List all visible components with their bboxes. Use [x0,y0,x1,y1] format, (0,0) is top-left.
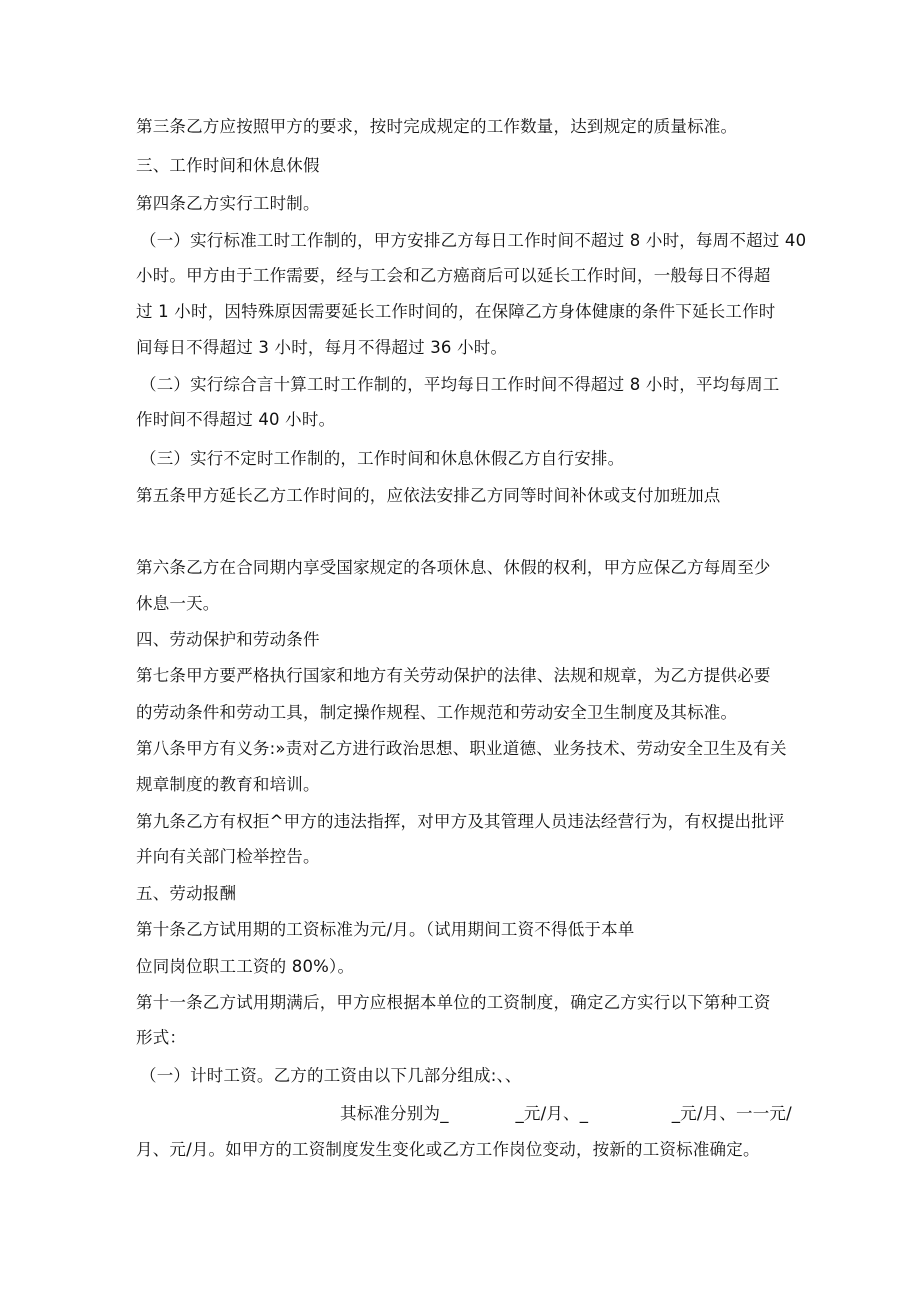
section-4-heading: 四、劳动保护和劳动条件 [136,630,320,649]
wage-standard-line: 其标准分别为_ _元/月、_ _元/月、一一元/ [340,1104,792,1123]
section-5-heading: 五、劳动报酬 [136,884,237,903]
article-4-item-1-line-2: 小时。甲方由于工作需要，经与工会和乙方癌商后可以延长工作时间，一般每日不得超 [136,266,771,285]
article-11-line-2: 形式： [136,1028,187,1047]
article-4-item-1-line-1: （一）实行标准工时工作制的，甲方安排乙方每日工作时间不超过 8 小时，每周不超过 40 [140,231,807,250]
article-4-item-3: （三）实行不定时工作制的，工作时间和休息休假乙方自行安排。 [140,449,625,468]
article-9-line-1: 第九条乙方有权拒^甲方的违法指挥，对甲方及其管理人员违法经营行为，有权提出批评 [136,812,785,831]
article-4-item-2-line-2: 作时间不得超过 40 小时。 [136,410,336,429]
article-4: 第四条乙方实行工时制。 [136,194,320,213]
article-4-item-1-line-3: 过 1 小时，因特殊原因需要延长工作时间的，在保障乙方身体健康的条件下延长工作时 [136,302,776,321]
section-3-heading: 三、工作时间和休息休假 [136,156,320,175]
article-8-line-1: 第八条甲方有义务:»责对乙方进行政治思想、职业道德、业务技术、劳动安全卫生及有关 [136,739,787,758]
article-10-line-2: 位同岗位职工工资的 80%）。 [136,957,355,976]
article-9-line-2: 并向有关部门检举控告。 [136,847,320,866]
article-4-item-2-line-1: （二）实行综合言十算工时工作制的，平均每日工作时间不得超过 8 小时，平均每周工 [140,375,780,394]
article-5: 第五条甲方延长乙方工作时间的，应依法安排乙方同等时间补休或支付加班加点 [136,486,721,505]
article-10-line-1: 第十条乙方试用期的工资标准为元/月。（试用期间工资不得低于本单 [136,920,635,939]
wage-standard-line-2: 月、元/月。如甲方的工资制度发生变化或乙方工作岗位变动，按新的工资标准确定。 [136,1140,760,1159]
article-6-line-2: 休息一天。 [136,594,220,613]
article-4-item-1-line-4: 间每日不得超过 3 小时，每月不得超过 36 小时。 [136,338,508,357]
article-7-line-2: 的劳动条件和劳动工具，制定操作规程、工作规范和劳动安全卫生制度及其标准。 [136,703,738,722]
article-7-line-1: 第七条甲方要严格执行国家和地方有关劳动保护的法律、法规和规章，为乙方提供必要 [136,666,771,685]
article-6-line-1: 第六条乙方在合同期内享受国家规定的各项休息、休假的权利，甲方应保乙方每周至少 [136,558,771,577]
article-11-item-1: （一）计时工资。乙方的工资由以下几部分组成:、、 [140,1066,522,1085]
article-8-line-2: 规章制度的教育和培训。 [136,775,320,794]
article-3: 第三条乙方应按照甲方的要求，按时完成规定的工作数量，达到规定的质量标准。 [136,117,738,136]
article-11-line-1: 第十一条乙方试用期满后，甲方应根据本单位的工资制度，确定乙方实行以下第种工资 [136,993,771,1012]
